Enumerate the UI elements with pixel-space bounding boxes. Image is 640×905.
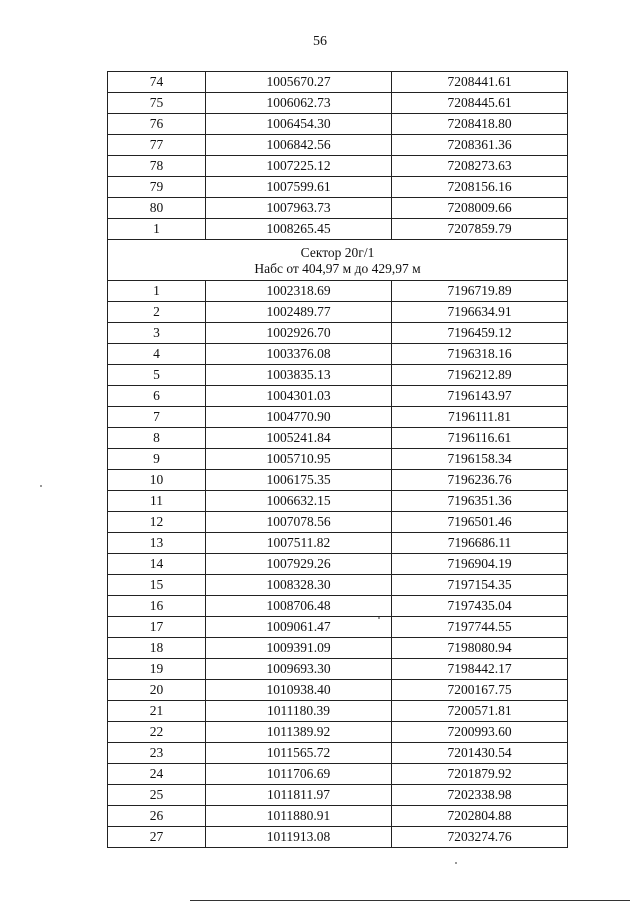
sector-title: Сектор 20г/1 (300, 245, 375, 260)
y-coordinate-cell: 7197435.04 (392, 596, 568, 617)
point-number-cell: 23 (108, 743, 206, 764)
y-coordinate-cell: 7198080.94 (392, 638, 568, 659)
x-coordinate-cell: 1002489.77 (206, 302, 392, 323)
point-number-cell: 76 (108, 114, 206, 135)
table-row (108, 491, 568, 512)
point-number-cell: 17 (108, 617, 206, 638)
x-coordinate-cell: 1008265.45 (206, 219, 392, 240)
point-number-cell: 21 (108, 701, 206, 722)
y-coordinate-cell: 7196904.19 (392, 554, 568, 575)
table-row (108, 806, 568, 827)
bottom-rule (190, 900, 630, 901)
table-row (108, 323, 568, 344)
scan-speck (378, 617, 380, 619)
x-coordinate-cell: 1011565.72 (206, 743, 392, 764)
point-number-cell: 3 (108, 323, 206, 344)
y-coordinate-cell: 7196236.76 (392, 470, 568, 491)
table-row (108, 638, 568, 659)
point-number-cell: 20 (108, 680, 206, 701)
table-row (108, 533, 568, 554)
table-row (108, 722, 568, 743)
x-coordinate-cell: 1005241.84 (206, 428, 392, 449)
point-number-cell: 1 (108, 219, 206, 240)
y-coordinate-cell: 7208156.16 (392, 177, 568, 198)
point-number-cell: 7 (108, 407, 206, 428)
x-coordinate-cell: 1009693.30 (206, 659, 392, 680)
point-number-cell: 2 (108, 302, 206, 323)
x-coordinate-cell: 1002318.69 (206, 281, 392, 302)
x-coordinate-cell: 1007225.12 (206, 156, 392, 177)
table-row (108, 785, 568, 806)
y-coordinate-cell: 7207859.79 (392, 219, 568, 240)
point-number-cell: 24 (108, 764, 206, 785)
table-row (108, 407, 568, 428)
x-coordinate-cell: 1009061.47 (206, 617, 392, 638)
x-coordinate-cell: 1005670.27 (206, 72, 392, 93)
point-number-cell: 4 (108, 344, 206, 365)
point-number-cell: 16 (108, 596, 206, 617)
point-number-cell: 14 (108, 554, 206, 575)
y-coordinate-cell: 7198442.17 (392, 659, 568, 680)
point-number-cell: 19 (108, 659, 206, 680)
x-coordinate-cell: 1007511.82 (206, 533, 392, 554)
y-coordinate-cell: 7203274.76 (392, 827, 568, 848)
y-coordinate-cell: 7197744.55 (392, 617, 568, 638)
table-row (108, 449, 568, 470)
point-number-cell: 25 (108, 785, 206, 806)
sector-subtitle: Набс от 404,97 м до 429,97 м (254, 261, 421, 276)
x-coordinate-cell: 1003376.08 (206, 344, 392, 365)
table-row (108, 659, 568, 680)
point-number-cell: 12 (108, 512, 206, 533)
y-coordinate-cell: 7196158.34 (392, 449, 568, 470)
point-number-cell: 77 (108, 135, 206, 156)
y-coordinate-cell: 7196143.97 (392, 386, 568, 407)
point-number-cell: 22 (108, 722, 206, 743)
scan-speck (455, 862, 457, 864)
x-coordinate-cell: 1006842.56 (206, 135, 392, 156)
x-coordinate-cell: 1006632.15 (206, 491, 392, 512)
y-coordinate-cell: 7196719.89 (392, 281, 568, 302)
table-row (108, 219, 568, 240)
y-coordinate-cell: 7208441.61 (392, 72, 568, 93)
table-row (108, 554, 568, 575)
table-row (108, 596, 568, 617)
x-coordinate-cell: 1008328.30 (206, 575, 392, 596)
sector-header-section (108, 240, 568, 281)
table-row (108, 281, 568, 302)
x-coordinate-cell: 1006454.30 (206, 114, 392, 135)
point-number-cell: 80 (108, 198, 206, 219)
y-coordinate-cell: 7208445.61 (392, 93, 568, 114)
table-row (108, 177, 568, 198)
table-row (108, 386, 568, 407)
table-row (108, 114, 568, 135)
table-row (108, 344, 568, 365)
y-coordinate-cell: 7200571.81 (392, 701, 568, 722)
y-coordinate-cell: 7208361.36 (392, 135, 568, 156)
table-row (108, 680, 568, 701)
page-number: 56 (313, 34, 327, 49)
table-row (108, 827, 568, 848)
point-number-cell: 78 (108, 156, 206, 177)
y-coordinate-cell: 7201879.92 (392, 764, 568, 785)
y-coordinate-cell: 7196459.12 (392, 323, 568, 344)
x-coordinate-cell: 1004770.90 (206, 407, 392, 428)
table-row (108, 198, 568, 219)
x-coordinate-cell: 1011811.97 (206, 785, 392, 806)
y-coordinate-cell: 7208418.80 (392, 114, 568, 135)
table-row (108, 470, 568, 491)
table-row (108, 512, 568, 533)
y-coordinate-cell: 7196212.89 (392, 365, 568, 386)
point-number-cell: 11 (108, 491, 206, 512)
y-coordinate-cell: 7208273.63 (392, 156, 568, 177)
scan-speck (40, 485, 42, 487)
y-coordinate-cell: 7196634.91 (392, 302, 568, 323)
y-coordinate-cell: 7202338.98 (392, 785, 568, 806)
point-number-cell: 74 (108, 72, 206, 93)
x-coordinate-cell: 1010938.40 (206, 680, 392, 701)
x-coordinate-cell: 1007078.56 (206, 512, 392, 533)
x-coordinate-cell: 1006062.73 (206, 93, 392, 114)
x-coordinate-cell: 1007963.73 (206, 198, 392, 219)
table-row (108, 72, 568, 93)
y-coordinate-cell: 7201430.54 (392, 743, 568, 764)
point-number-cell: 8 (108, 428, 206, 449)
x-coordinate-cell: 1005710.95 (206, 449, 392, 470)
table-row (108, 428, 568, 449)
point-number-cell: 6 (108, 386, 206, 407)
x-coordinate-cell: 1008706.48 (206, 596, 392, 617)
y-coordinate-cell: 7196111.81 (392, 407, 568, 428)
x-coordinate-cell: 1011880.91 (206, 806, 392, 827)
point-number-cell: 27 (108, 827, 206, 848)
sector-header-row (108, 240, 568, 281)
y-coordinate-cell: 7196501.46 (392, 512, 568, 533)
y-coordinate-cell: 7196686.11 (392, 533, 568, 554)
table-row (108, 764, 568, 785)
y-coordinate-cell: 7200993.60 (392, 722, 568, 743)
table-row (108, 743, 568, 764)
y-coordinate-cell: 7197154.35 (392, 575, 568, 596)
x-coordinate-cell: 1007929.26 (206, 554, 392, 575)
y-coordinate-cell: 7200167.75 (392, 680, 568, 701)
coordinates-table-sector-section (108, 281, 568, 848)
point-number-cell: 79 (108, 177, 206, 198)
coordinates-table (107, 71, 568, 848)
x-coordinate-cell: 1003835.13 (206, 365, 392, 386)
sector-header-cell (108, 240, 568, 281)
x-coordinate-cell: 1002926.70 (206, 323, 392, 344)
x-coordinate-cell: 1011389.92 (206, 722, 392, 743)
y-coordinate-cell: 7208009.66 (392, 198, 568, 219)
table-row (108, 302, 568, 323)
point-number-cell: 75 (108, 93, 206, 114)
x-coordinate-cell: 1011180.39 (206, 701, 392, 722)
point-number-cell: 1 (108, 281, 206, 302)
table-row (108, 701, 568, 722)
point-number-cell: 18 (108, 638, 206, 659)
x-coordinate-cell: 1011913.08 (206, 827, 392, 848)
x-coordinate-cell: 1007599.61 (206, 177, 392, 198)
point-number-cell: 9 (108, 449, 206, 470)
x-coordinate-cell: 1011706.69 (206, 764, 392, 785)
point-number-cell: 13 (108, 533, 206, 554)
coordinates-table-top-section (108, 72, 568, 240)
table-row (108, 135, 568, 156)
point-number-cell: 26 (108, 806, 206, 827)
table-row (108, 93, 568, 114)
point-number-cell: 10 (108, 470, 206, 491)
point-number-cell: 15 (108, 575, 206, 596)
y-coordinate-cell: 7196116.61 (392, 428, 568, 449)
table-row (108, 156, 568, 177)
y-coordinate-cell: 7196351.36 (392, 491, 568, 512)
y-coordinate-cell: 7202804.88 (392, 806, 568, 827)
table-row (108, 365, 568, 386)
x-coordinate-cell: 1009391.09 (206, 638, 392, 659)
table-row (108, 575, 568, 596)
x-coordinate-cell: 1006175.35 (206, 470, 392, 491)
x-coordinate-cell: 1004301.03 (206, 386, 392, 407)
y-coordinate-cell: 7196318.16 (392, 344, 568, 365)
table-row (108, 617, 568, 638)
point-number-cell: 5 (108, 365, 206, 386)
